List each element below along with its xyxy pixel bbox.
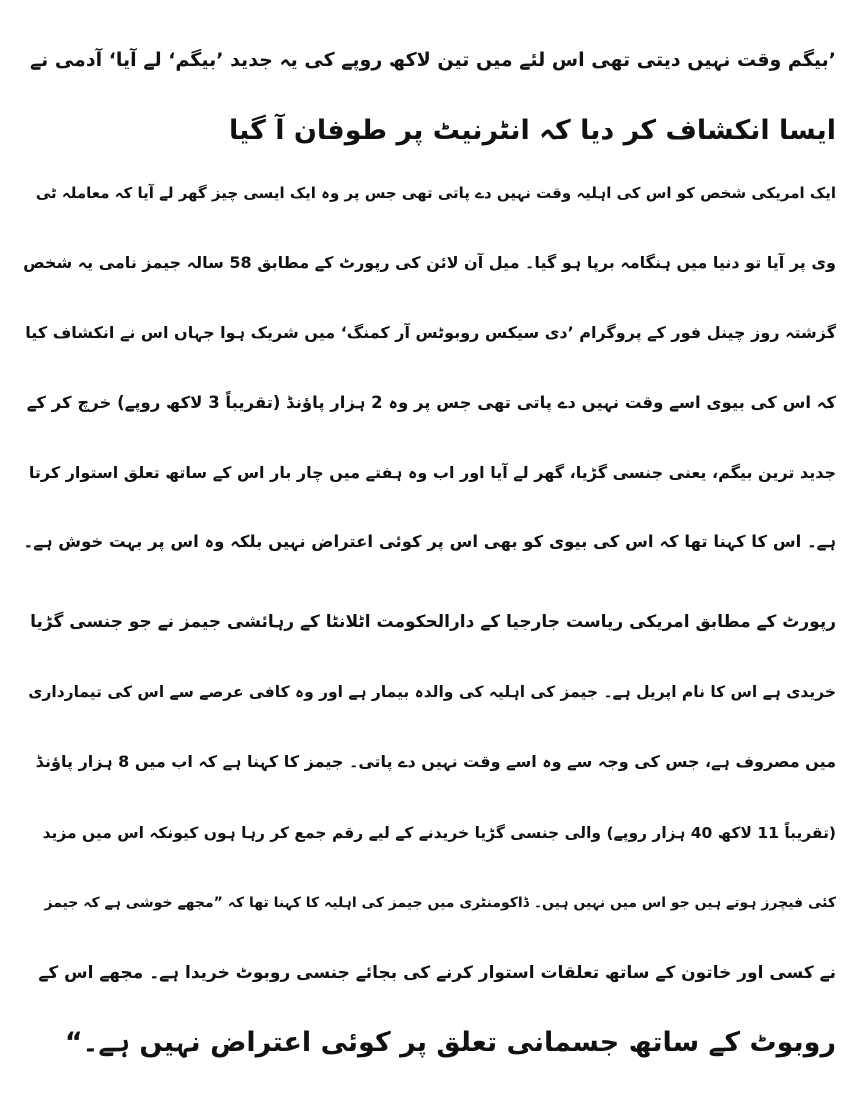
paragraph-2-line-3: میں مصروف ہے، جس کی وجہ سے وہ اسے وقت نہیں دے پاتی۔ جیمز کا کہنا ہے کہ اب میں 8 ہزار پاﺅنڈ	[35, 752, 836, 771]
paragraph-1-line-2: وی پر آیا تو دنیا میں ہنگامہ برپا ہو گیا۔ میل آن لائن کی رپورٹ کے مطابق 58 سالہ جیمز نامی یہ شخص	[23, 253, 836, 272]
paragraph-1-line-1: ایک امریکی شخص کو اس کی اہلیہ وقت نہیں دے پاتی تھی جس پر وہ ایک ایسی چیز گھر لے آیا کہ معاملہ ٹی	[35, 184, 836, 202]
paragraph-2-line-5: کئی فیچرز ہوتے ہیں جو اس میں نہیں ہیں۔ ڈاکومنٹری میں جیمز کی اہلیہ کا کہنا تھا کہ ”مجھے خوشی ہے کہ جیمز	[44, 895, 836, 911]
paragraph-1-line-4: کہ اس کی بیوی اسے وقت نہیں دے پاتی تھی جس پر وہ 2 ہزار پاﺅنڈ (تقریباً 3 لاکھ روپے) خرچ کر کے	[26, 393, 836, 412]
paragraph-1-line-6: ہے۔ اس کا کہنا تھا کہ اس کی بیوی کو بھی اس پر کوئی اعتراض نہیں بلکہ وہ اس پر بہت خوش ہے۔	[23, 532, 836, 551]
headline-line-2: ایسا انکشاف کر دیا کہ انٹرنیٹ پر طوفان آ گیا	[228, 115, 836, 146]
paragraph-2-line-2: خریدی ہے اس کا نام اپریل ہے۔ جیمز کی اہلیہ کی والدہ بیمار ہے اور وہ کافی عرصے سے اس کی تیمارداری	[28, 683, 836, 701]
paragraph-1-line-3: گزشتہ روز چینل فور کے پروگرام ’دی سیکس روبوٹس آر کمنگ‘ میں شریک ہوا جہاں اس نے انکشاف کیا	[25, 323, 836, 342]
paragraph-2-line-4: (تقریباً 11 لاکھ 40 ہزار روپے) والی جنسی گڑیا خریدنے کے لیے رقم جمع کر رہا ہوں کیونکہ اس میں مزید	[42, 824, 836, 842]
headline-line-1: ’بیگم وقت نہیں دیتی تھی اس لئے میں تین لاکھ روپے کی یہ جدید ’بیگم‘ لے آیا‘ آدمی نے	[29, 49, 836, 71]
paragraph-2-line-6: نے کسی اور خاتون کے ساتھ تعلقات استوار کرنے کی بجائے جنسی روبوٹ خریدا ہے۔ مجھے اس کے	[38, 963, 836, 983]
paragraph-2-line-7: روبوٹ کے ساتھ جسمانی تعلق پر کوئی اعتراض نہیں ہے۔“	[64, 1027, 836, 1058]
paragraph-1-line-5: جدید ترین بیگم، یعنی جنسی گڑیا، گھر لے آیا اور اب وہ ہفتے میں چار بار اس کے ساتھ تعلق استوار کرتا	[28, 463, 836, 482]
paragraph-2-line-1: رپورٹ کے مطابق امریکی ریاست جارجیا کے دارالحکومت اٹلانٹا کے رہائشی جیمز نے جو جنسی گڑیا	[30, 612, 836, 632]
